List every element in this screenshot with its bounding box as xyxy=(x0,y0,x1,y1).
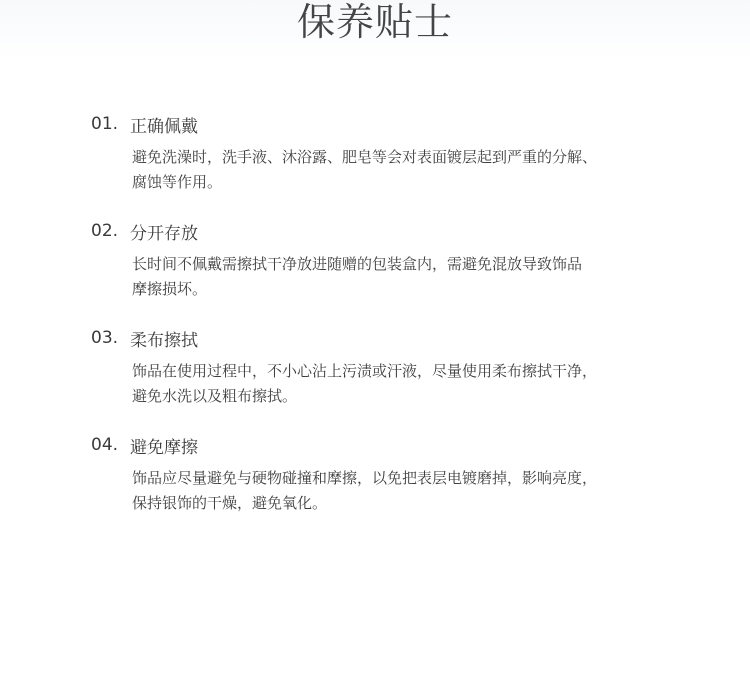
tip-number: 03. xyxy=(91,328,119,348)
tip-description xyxy=(132,252,662,302)
tip-description-line: 避免洗澡时，洗手液、沐浴露、肥皂等会对表面镀层起到严重的分解、 xyxy=(132,148,598,166)
tip-description-line: 腐蚀等作用。 xyxy=(132,173,223,191)
tips-list xyxy=(91,111,671,539)
tip-title: 柔布擦拭 xyxy=(130,330,198,351)
tip-title: 避免摩擦 xyxy=(130,437,198,458)
tip-description xyxy=(132,359,662,409)
tip-number: 04. xyxy=(91,435,119,455)
tip-description xyxy=(132,466,662,516)
tip-description-line: 保持银饰的干燥，避免氧化。 xyxy=(132,494,328,512)
tip-item xyxy=(91,218,671,325)
tip-heading xyxy=(91,432,671,458)
tip-item xyxy=(91,432,671,539)
tip-heading xyxy=(91,111,671,137)
tip-description-line: 长时间不佩戴需擦拭干净放进随赠的包装盒内，需避免混放导致饰品 xyxy=(132,255,583,273)
tip-description-line: 摩擦损坏。 xyxy=(132,280,208,298)
tip-number: 01. xyxy=(91,114,119,134)
tip-description xyxy=(132,145,662,195)
tip-title: 正确佩戴 xyxy=(130,116,198,137)
tip-item xyxy=(91,325,671,432)
tip-item xyxy=(91,111,671,218)
tip-number: 02. xyxy=(91,221,119,241)
tip-title: 分开存放 xyxy=(130,223,198,244)
page-title: 保养贴士 xyxy=(296,0,453,44)
tip-heading xyxy=(91,325,671,351)
tip-description-line: 避免水洗以及粗布擦拭。 xyxy=(132,387,298,405)
tip-description-line: 饰品应尽量避免与硬物碰撞和摩擦，以免把表层电镀磨掉，影响亮度， xyxy=(132,469,598,487)
tip-description-line: 饰品在使用过程中，不小心沾上污渍或汗液，尽量使用柔布擦拭干净， xyxy=(132,362,598,380)
tip-heading xyxy=(91,218,671,244)
